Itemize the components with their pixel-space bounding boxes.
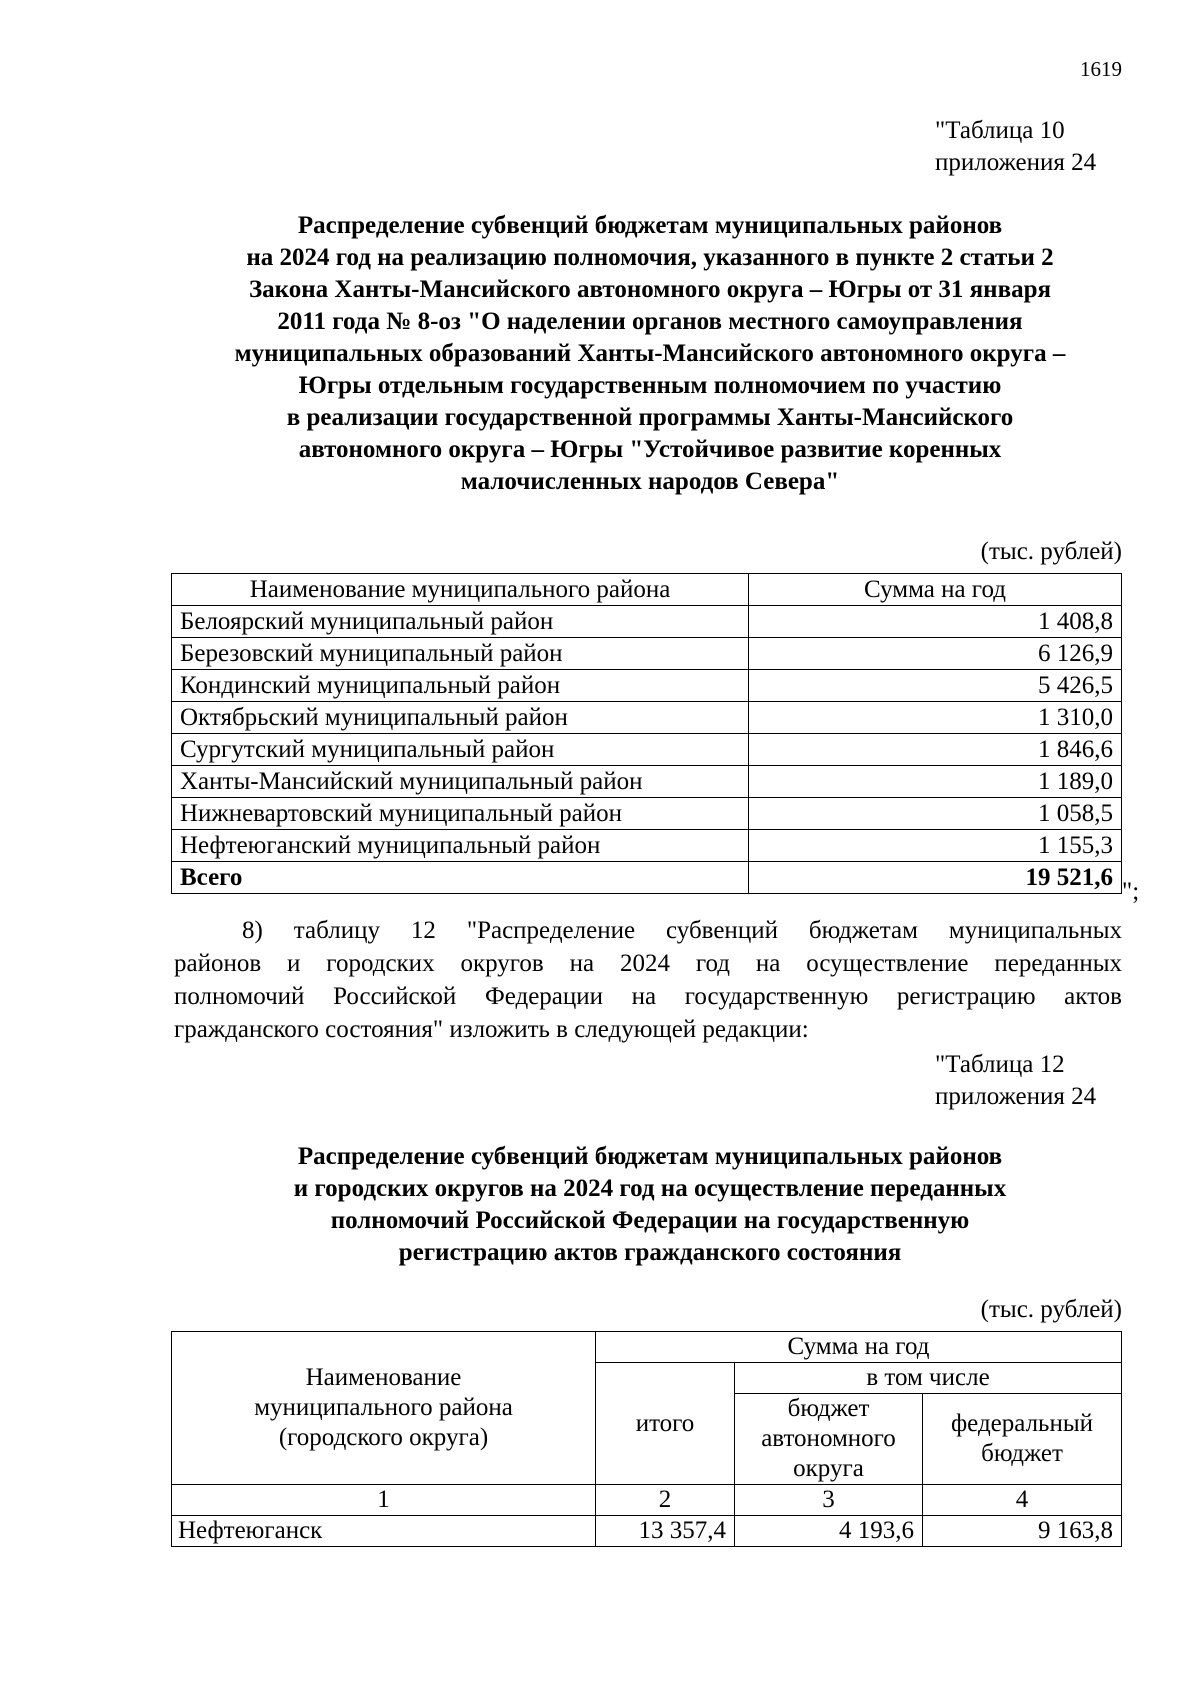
title-line: малочисленных народов Севера" <box>460 468 840 495</box>
row-name: Нефтеюганский муниципальный район <box>172 830 749 862</box>
row-name: Октябрьский муниципальный район <box>172 702 749 734</box>
title-line: и городских округов на 2024 год на осуществление переданных <box>293 1175 1007 1202</box>
header-name-line: муниципального района <box>254 1394 513 1421</box>
title-line: в реализации государственной программы Ханты-Мансийского <box>286 404 1014 431</box>
row-name: Сургутский муниципальный район <box>172 734 749 766</box>
column-number: 3 <box>735 1485 923 1516</box>
table12-unit: (тыс. рублей) <box>980 1296 1122 1323</box>
header-sum: Сумма на год <box>596 1332 1122 1363</box>
row-value: 1 058,5 <box>749 798 1122 830</box>
header-name: Наименование муниципального района <box>172 574 749 606</box>
table-row <box>172 1516 1122 1547</box>
table12 <box>171 1331 1122 1547</box>
table12-caption <box>935 1049 1096 1113</box>
table10-caption-line2: приложения 24 <box>935 149 1097 176</box>
row-name: Березовский муниципальный район <box>172 638 749 670</box>
header-federal <box>923 1394 1122 1485</box>
page-number: 1619 <box>1080 57 1122 81</box>
table-row <box>172 734 1122 766</box>
header-including: в том числе <box>735 1363 1122 1394</box>
paragraph-line: 8) таблицу 12 "Распределение субвенций бюджетам муниципальных <box>242 917 1122 944</box>
title-line: автономного округа – Югры "Устойчивое развитие коренных <box>298 436 1002 463</box>
header-name-line: Наименование <box>305 1364 462 1391</box>
paragraph-line: гражданского состояния" изложить в следующей редакции: <box>174 1016 809 1043</box>
row-name: Нефтеюганск <box>172 1516 596 1547</box>
table-row <box>172 702 1122 734</box>
table-row <box>172 766 1122 798</box>
title-line: муниципальных образований Ханты-Мансийского автономного округа – <box>234 340 1066 367</box>
column-number: 2 <box>596 1485 735 1516</box>
row-value: 1 155,3 <box>749 830 1122 862</box>
table-row <box>172 638 1122 670</box>
header-regional <box>735 1394 923 1485</box>
column-number: 1 <box>172 1485 596 1516</box>
header-regional-line: округа <box>793 1455 864 1482</box>
title-line: регистрацию актов гражданского состояния <box>398 1239 902 1266</box>
amendment-paragraph <box>174 914 1122 1046</box>
table-row <box>172 830 1122 862</box>
table10 <box>171 573 1122 894</box>
header-regional-line: бюджет <box>787 1395 870 1422</box>
column-number: 4 <box>923 1485 1122 1516</box>
table-row <box>172 670 1122 702</box>
table12-title <box>160 1141 1140 1269</box>
paragraph-line: районов и городских округов на 2024 год на осуществление переданных <box>174 950 1122 977</box>
paragraph-line: полномочий Российской Федерации на государственную регистрацию актов <box>174 983 1122 1010</box>
table-header-row <box>172 1332 1122 1363</box>
total-label: Всего <box>172 862 749 894</box>
row-value: 5 426,5 <box>749 670 1122 702</box>
title-line: Югры отдельным государственным полномочием по участию <box>298 372 1002 399</box>
table10-title <box>160 210 1140 498</box>
row-name: Нижневартовский муниципальный район <box>172 798 749 830</box>
row-regional: 4 193,6 <box>735 1516 923 1547</box>
header-sum: Сумма на год <box>749 574 1122 606</box>
header-name <box>172 1332 596 1485</box>
table10-unit: (тыс. рублей) <box>980 538 1122 565</box>
header-federal-line: бюджет <box>981 1440 1063 1467</box>
table12-caption-line1: "Таблица 12 <box>935 1051 1065 1078</box>
title-line: 2011 года № 8-оз "О наделении органов местного самоуправления <box>277 308 1023 335</box>
row-value: 6 126,9 <box>749 638 1122 670</box>
table-header-row <box>172 574 1122 606</box>
row-name: Белоярский муниципальный район <box>172 606 749 638</box>
title-line: на 2024 год на реализацию полномочия, указанного в пункте 2 статьи 2 <box>246 244 1054 271</box>
row-value: 1 846,6 <box>749 734 1122 766</box>
title-line: Распределение субвенций бюджетам муниципальных районов <box>297 1143 1003 1170</box>
row-name: Кондинский муниципальный район <box>172 670 749 702</box>
row-value: 1 189,0 <box>749 766 1122 798</box>
table-row <box>172 798 1122 830</box>
total-row <box>172 862 1122 894</box>
row-total: 13 357,4 <box>596 1516 735 1547</box>
header-total: итого <box>596 1363 735 1485</box>
row-value: 1 310,0 <box>749 702 1122 734</box>
total-value: 19 521,6 <box>749 862 1122 894</box>
column-number-row <box>172 1485 1122 1516</box>
table-row <box>172 606 1122 638</box>
title-line: Распределение субвенций бюджетам муниципальных районов <box>297 212 1003 239</box>
header-federal-line: федеральный <box>950 1410 1094 1437</box>
closing-quote-mark: "; <box>1122 878 1140 905</box>
title-line: полномочий Российской Федерации на государственную <box>330 1207 970 1234</box>
table10-caption <box>935 115 1096 179</box>
row-value: 1 408,8 <box>749 606 1122 638</box>
table12-caption-line2: приложения 24 <box>935 1083 1097 1110</box>
table10-caption-line1: "Таблица 10 <box>935 117 1065 144</box>
header-name-line: (городского округа) <box>278 1424 489 1451</box>
row-name: Ханты-Мансийский муниципальный район <box>172 766 749 798</box>
header-regional-line: автономного <box>761 1425 896 1452</box>
title-line: Закона Ханты-Мансийского автономного округа – Югры от 31 января <box>248 276 1052 303</box>
row-federal: 9 163,8 <box>923 1516 1122 1547</box>
